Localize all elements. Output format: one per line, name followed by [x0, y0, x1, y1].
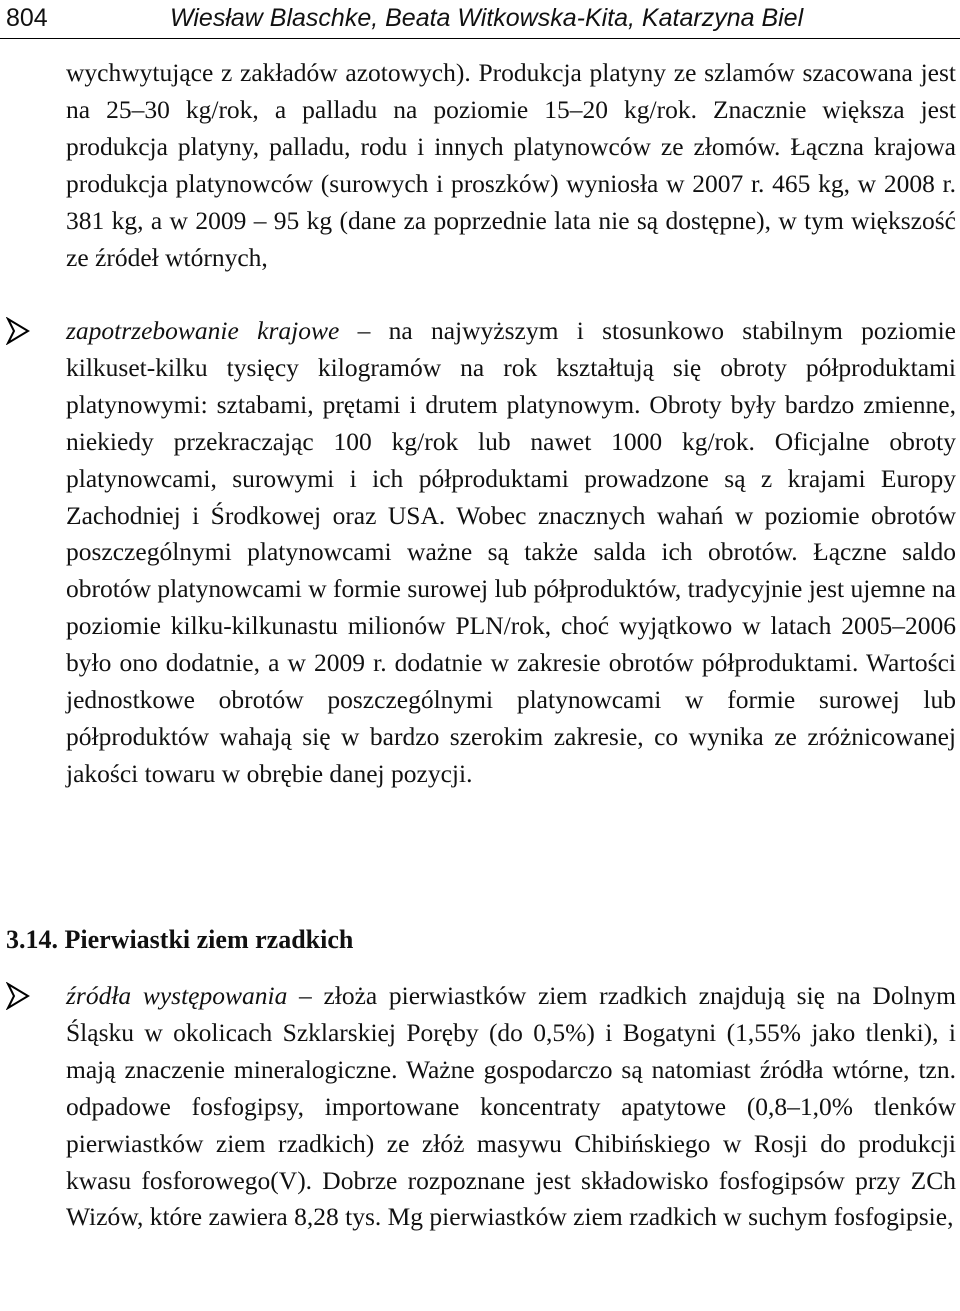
section-title: Pierwiastki ziem rzadkich [64, 925, 354, 954]
bullet-sources [66, 978, 956, 1236]
bullet-term: źródła występowania [66, 981, 288, 1010]
bullet-text: – złoża pierwiastków ziem rzadkich znajdują się na Dolnym Śląsku w okolicach Szklarskiej Poręby (do 0,5%) i Bogatyni (1,55% jako tlenki), i mają znaczenie mineralogiczne. Ważne gospodarczo są natomiast źródła wtórne, tzn. odpadowe fosfogipsy, importowane koncentraty apatytowe (0,8–1,0% tlenków pierwiastków ziem rzadkich) ze złóż masywu Chibińskiego w Rosji do produkcji kwasu fosforowego(V). Dobrze rozpoznane jest składowisko fosfogipsów przy ZCh Wizów, które zawiera 8,28 tys. Mg pierwiastków ziem rzadkich w suchym fosfogipsie, [66, 981, 956, 1232]
arrowhead-bullet-icon [6, 982, 30, 1010]
bullet-term: zapotrzebowanie krajowe [66, 316, 340, 345]
running-head-authors: Wiesław Blaschke, Beata Witkowska-Kita, Katarzyna Biel [170, 4, 804, 32]
section-heading [6, 922, 353, 958]
bullet-text: – na najwyższym i stosunkowo stabilnym poziomie kilkuset-kilku tysięcy kilogramów na rok kształtują się obroty półproduktami platynowymi: sztabami, prętami i drutem platynowym. Obroty były bardzo zmienne, niekiedy przekraczając 100 kg/rok lub nawet 1000 kg/rok. Oficjalne obroty platynowcami, surowymi i ich półproduktami prowadzone są z krajami Europy Zachodniej i Środkowej oraz USA. Wobec znacznych wahań w poziomie obrotów poszczególnymi platynowcami ważne są także salda ich obrotów. Łączne saldo obrotów platynowcami w formie surowej lub półproduktów, tradycyjnie jest ujemne na poziomie kilku-kilkunastu milionów PLN/rok, choć wyjątkowo w latach 2005–2006 było ono dodatnie, a w 2009 r. dodatnie w zakresie obrotów półproduktami. Wartości jednostkowe obrotów poszczególnymi platynowcami w formie surowej lub półproduktów wahają się w bardzo szerokim zakresie, co wynika ze zróżnicowanej jakości towaru w obrębie danej pozycji. [66, 316, 956, 788]
page-number: 804 [6, 4, 48, 32]
arrowhead-bullet-icon [6, 317, 30, 345]
paragraph-platinum-production: wychwytujące z zakładów azotowych). Produkcja platyny ze szlamów szacowana jest na 25–30 kg/rok, a palladu na poziomie 15–20 kg/rok. Znacznie większa jest produkcja platyny, palladu, rodu i innych platynowców ze złomów. Łączna krajowa produkcja platynowców (surowych i proszków) wyniosła w 2007 r. 465 kg, w 2008 r. 381 kg, a w 2009 – 95 kg (dane za poprzednie lata nie są dostępne), w tym większość ze źródeł wtórnych, [66, 58, 956, 272]
bullet-domestic-demand [66, 313, 956, 793]
section-number: 3.14. [6, 925, 58, 954]
page-header [0, 0, 960, 39]
